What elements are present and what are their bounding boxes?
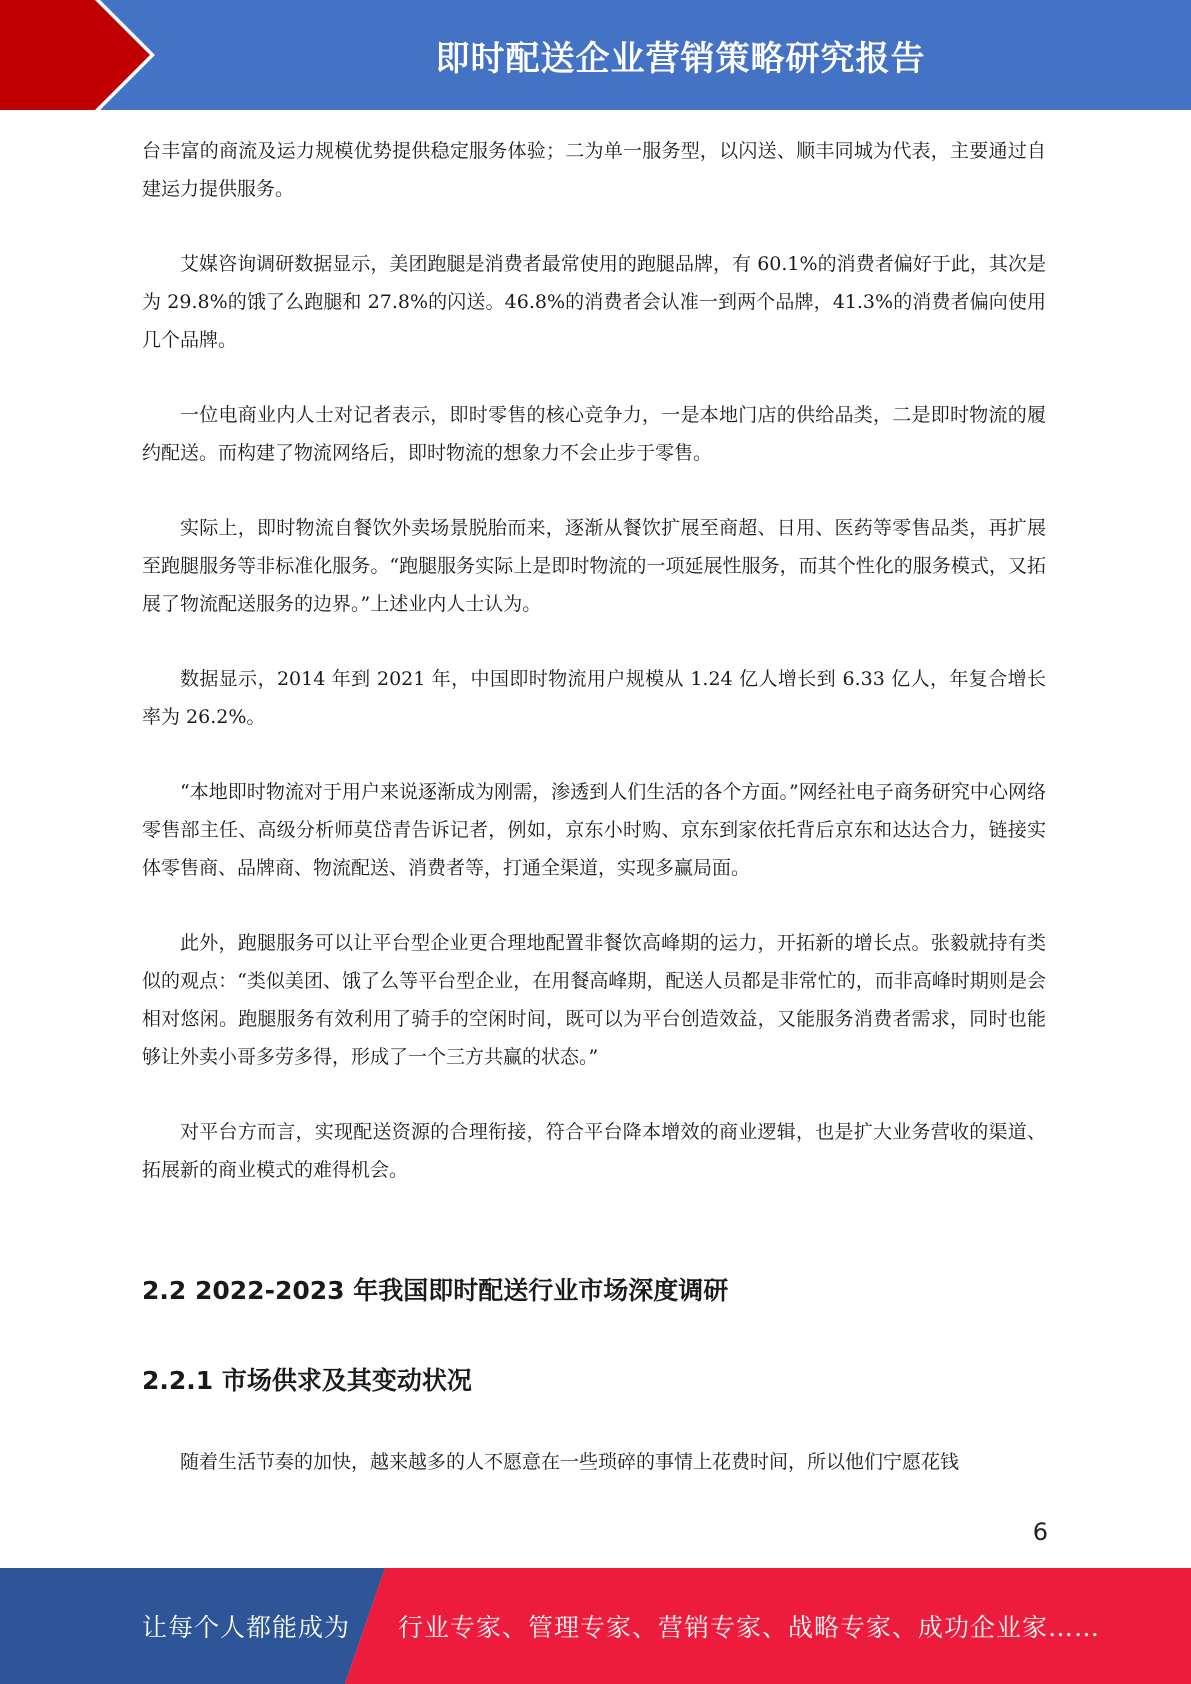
paragraph: 台丰富的商流及运力规模优势提供稳定服务体验；二为单一服务型，以闪送、顺丰同城为代表，主要通过自建运力提供服务。 — [142, 140, 1046, 200]
section-heading: 2.2 2022-2023 年我国即时配送行业市场深度调研 — [142, 1276, 729, 1305]
paragraph: 一位电商业内人士对记者表示，即时零售的核心竞争力，一是本地门店的供给品类，二是即时物流的履约配送。而构建了物流网络后，即时物流的想象力不会止步于零售。 — [142, 404, 1046, 464]
paragraph: 对平台方而言，实现配送资源的合理衔接，符合平台降本增效的商业逻辑，也是扩大业务营收的渠道、拓展新的商业模式的难得机会。 — [142, 1121, 1046, 1181]
page-number: 6 — [1032, 1518, 1048, 1546]
paragraph: “本地即时物流对于用户来说逐渐成为刚需，渗透到人们生活的各个方面。”网经社电子商务研究中心网络零售部主任、高级分析师莫岱青告诉记者，例如，京东小时购、京东到家依托背后京东和达达合力，链接实体零售商、品牌商、物流配送、消费者等，打通全渠道，实现多赢局面。 — [142, 781, 1046, 879]
paragraph: 随着生活节奏的加快，越来越多的人不愿意在一些琐碎的事情上花费时间，所以他们宁愿花钱 — [180, 1451, 960, 1473]
page-footer — [0, 1568, 1191, 1684]
subsection-heading: 2.2.1 市场供求及其变动状况 — [142, 1366, 472, 1395]
page-header — [0, 0, 1191, 110]
paragraph: 数据显示，2014 年到 2021 年，中国即时物流用户规模从 1.24 亿人增长到 6.33 亿人，年复合增长率为 26.2%。 — [142, 668, 1046, 728]
header-arrow-decoration — [0, 0, 200, 110]
paragraph: 实际上，即时物流自餐饮外卖场景脱胎而来，逐渐从餐饮扩展至商超、日用、医药等零售品类，再扩展至跑腿服务等非标准化服务。“跑腿服务实际上是即时物流的一项延展性服务，而其个性化的服务模式，又拓展了物流配送服务的边界。”上述业内人士认为。 — [142, 517, 1046, 615]
paragraph: 艾媒咨询调研数据显示，美团跑腿是消费者最常使用的跑腿品牌，有 60.1%的消费者偏好于此，其次是为 29.8%的饿了么跑腿和 27.8%的闪送。46.8%的消费者会认准一到两个品牌，41.3%的消费者偏向使用几个品牌。 — [142, 253, 1046, 351]
footer-slogan-left: 让每个人都能成为 — [142, 1613, 351, 1642]
paragraph: 此外，跑腿服务可以让平台型企业更合理地配置非餐饮高峰期的运力，开拓新的增长点。张毅就持有类似的观点：“类似美团、饿了么等平台型企业，在用餐高峰期，配送人员都是非常忙的，而非高峰时期则是会相对悠闲。跑腿服务有效利用了骑手的空闲时间，既可以为平台创造效益，又能服务消费者需求，同时也能够让外卖小哥多劳多得，形成了一个三方共赢的状态。” — [142, 932, 1046, 1068]
report-title: 即时配送企业营销策略研究报告 — [435, 38, 926, 79]
footer-slogan-right: 行业专家、管理专家、营销专家、战略专家、成功企业家…… — [398, 1613, 1101, 1642]
document-body — [142, 132, 1046, 1518]
